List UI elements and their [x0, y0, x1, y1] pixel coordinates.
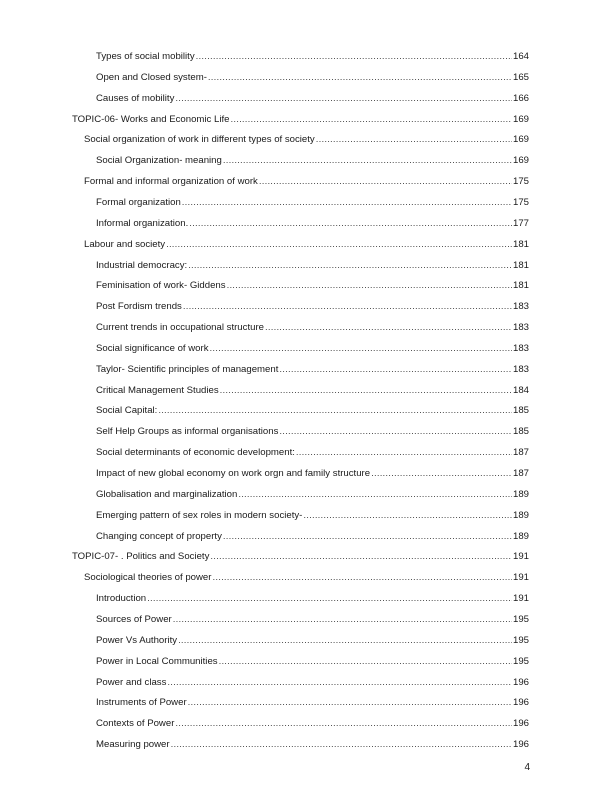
toc-dot-leader [166, 239, 512, 251]
toc-entry-page: 183 [512, 342, 529, 354]
toc-dot-leader [259, 176, 512, 188]
toc-entry-page: 195 [512, 634, 529, 646]
toc-entry-title: Open and Closed system- [96, 71, 207, 83]
toc-entry-title: Formal and informal organization of work [84, 176, 258, 188]
toc-entry-page: 177 [512, 217, 529, 229]
toc-entry-page: 189 [512, 488, 529, 500]
toc-entry[interactable] [0, 527, 602, 543]
toc-entry-title: Causes of mobility [96, 92, 175, 104]
toc-entry-page: 181 [512, 280, 529, 292]
toc-entry[interactable] [0, 610, 602, 626]
toc-entry-page: 175 [512, 196, 529, 208]
toc-dot-leader [238, 489, 512, 501]
toc-entry-page: 184 [512, 384, 529, 396]
toc-entry[interactable] [0, 714, 602, 730]
toc-entry[interactable] [0, 735, 602, 751]
toc-entry-page: 183 [512, 301, 529, 313]
toc-dot-leader [175, 93, 512, 105]
toc-entry[interactable] [0, 339, 602, 355]
toc-entry-title: Critical Management Studies [96, 384, 219, 396]
toc-entry-page: 191 [512, 572, 529, 584]
toc-entry[interactable] [0, 631, 602, 647]
toc-entry-title: Power in Local Communities [96, 655, 218, 667]
toc-entry-title: Instruments of Power [96, 697, 187, 709]
toc-dot-leader [196, 51, 512, 63]
toc-entry[interactable] [0, 276, 602, 292]
toc-entry[interactable] [0, 652, 602, 668]
toc-entry[interactable] [0, 360, 602, 376]
toc-entry-title: Globalisation and marginalization [96, 488, 238, 500]
toc-entry-title: Post Fordism trends [96, 301, 182, 313]
toc-entry-page: 169 [512, 155, 529, 167]
toc-dot-leader [279, 364, 512, 376]
toc-entry-page: 191 [512, 551, 529, 563]
toc-entry[interactable] [0, 256, 602, 272]
toc-entry[interactable] [0, 151, 602, 167]
toc-entry-page: 185 [512, 426, 529, 438]
toc-entry-page: 166 [512, 92, 529, 104]
toc-dot-leader [171, 739, 512, 751]
toc-entry-page: 165 [512, 71, 529, 83]
toc-entry[interactable] [0, 193, 602, 209]
toc-entry-title: Sources of Power [96, 613, 172, 625]
toc-dot-leader [182, 197, 512, 209]
toc-dot-leader [303, 510, 512, 522]
toc-entry-title: Sociological theories of power [84, 572, 212, 584]
toc-entry-title: Informal organization. [96, 217, 189, 229]
toc-entry-title: Self Help Groups as informal organisations [96, 426, 279, 438]
toc-entry[interactable] [0, 110, 602, 126]
toc-entry-page: 164 [512, 51, 529, 62]
toc-entry-page: 185 [512, 405, 529, 417]
toc-entry[interactable] [0, 172, 602, 188]
toc-dot-leader [178, 635, 512, 647]
toc-entry-page: 181 [512, 259, 529, 271]
toc-dot-leader [223, 155, 512, 167]
toc-dot-leader [230, 114, 512, 126]
toc-dot-leader [279, 426, 512, 438]
toc-entry[interactable] [0, 464, 602, 480]
toc-dot-leader [158, 405, 512, 417]
toc-entry[interactable] [0, 47, 602, 63]
toc-dot-leader [220, 385, 512, 397]
toc-entry-title: Social Capital: [96, 405, 158, 417]
toc-entry-title: Current trends in occupational structure [96, 322, 264, 334]
toc-dot-leader [173, 614, 512, 626]
toc-entry-title: Impact of new global economy on work orgn and family structure [96, 468, 371, 479]
toc-dot-leader [227, 280, 512, 292]
toc-dot-leader [265, 322, 512, 334]
toc-entry[interactable] [0, 673, 602, 689]
toc-entry[interactable] [0, 422, 602, 438]
toc-entry[interactable] [0, 235, 602, 251]
toc-dot-leader [175, 718, 512, 730]
toc-entry[interactable] [0, 214, 602, 230]
toc-entry[interactable] [0, 68, 602, 84]
toc-entry[interactable] [0, 506, 602, 522]
toc-entry[interactable] [0, 485, 602, 501]
toc-dot-leader [188, 260, 512, 272]
toc-entry-page: 187 [512, 447, 529, 459]
toc-dot-leader [316, 134, 512, 146]
toc-entry-title: Measuring power [96, 739, 170, 751]
toc-dot-leader [183, 301, 512, 313]
toc-entry-title: Social significance of work [96, 342, 209, 354]
toc-entry-title: Social determinants of economic development: [96, 447, 295, 459]
toc-entry-page: 183 [512, 363, 529, 375]
toc-entry-title: Taylor- Scientific principles of management [96, 363, 279, 375]
toc-entry[interactable] [0, 568, 602, 584]
toc-dot-leader [189, 218, 512, 230]
toc-entry-page: 189 [512, 509, 529, 521]
toc-dot-leader [208, 72, 512, 84]
toc-entry[interactable] [0, 318, 602, 334]
toc-dot-leader [371, 468, 512, 480]
toc-entry-title: TOPIC-06- Works and Economic Life [72, 113, 230, 125]
toc-entry-page: 169 [512, 134, 529, 146]
toc-entry[interactable] [0, 130, 602, 146]
toc-entry[interactable] [0, 547, 602, 563]
toc-entry-page: 189 [512, 530, 529, 542]
toc-entry-title: Power and class [96, 676, 167, 688]
toc-entry-title: Introduction [96, 593, 147, 605]
toc-entry-title: Feminisation of work- Giddens [96, 280, 226, 292]
toc-dot-leader [212, 572, 512, 584]
toc-dot-leader [296, 447, 512, 459]
toc-entry[interactable] [0, 381, 602, 397]
toc-entry[interactable] [0, 297, 602, 313]
toc-entry[interactable] [0, 443, 602, 459]
toc-entry-page: 187 [512, 468, 529, 479]
toc-dot-leader [167, 677, 512, 689]
toc-entry-title: Industrial democracy: [96, 259, 188, 271]
toc-entry-page: 196 [512, 676, 529, 688]
toc-entry-title: Emerging pattern of sex roles in modern society- [96, 509, 303, 521]
toc-entry-page: 183 [512, 322, 529, 334]
toc-entry[interactable] [0, 693, 602, 709]
toc-entry-page: 181 [512, 238, 529, 250]
toc-entry-title: Types of social mobility [96, 51, 195, 62]
toc-entry[interactable] [0, 589, 602, 605]
toc-entry-title: Power Vs Authority [96, 634, 178, 646]
toc-entry-page: 196 [512, 697, 529, 709]
toc-entry-page: 196 [512, 739, 529, 751]
toc-dot-leader [219, 656, 512, 668]
toc-entry-title: Contexts of Power [96, 718, 175, 730]
toc-entry[interactable] [0, 401, 602, 417]
toc-dot-leader [188, 697, 512, 709]
toc-entry-page: 175 [512, 176, 529, 188]
toc-entry-page: 191 [512, 593, 529, 605]
toc-entry-title: Social Organization- meaning [96, 155, 222, 167]
toc-entry-page: 195 [512, 655, 529, 667]
toc-dot-leader [210, 551, 512, 563]
toc-dot-leader [223, 531, 512, 543]
toc-dot-leader [147, 593, 512, 605]
toc-entry-page: 196 [512, 718, 529, 730]
toc-entry-page: 169 [512, 113, 529, 125]
toc-entry-title: Changing concept of property [96, 530, 222, 542]
page-number: 4 [524, 762, 530, 773]
toc-entry-title: Labour and society [84, 238, 166, 250]
toc-entry-page: 195 [512, 613, 529, 625]
toc-dot-leader [210, 343, 512, 355]
toc-entry-title: TOPIC-07- . Politics and Society [72, 551, 210, 563]
toc-entry[interactable] [0, 89, 602, 105]
toc-entry-title: Social organization of work in different types of society [84, 134, 315, 146]
toc-entry-title: Formal organization [96, 196, 181, 208]
